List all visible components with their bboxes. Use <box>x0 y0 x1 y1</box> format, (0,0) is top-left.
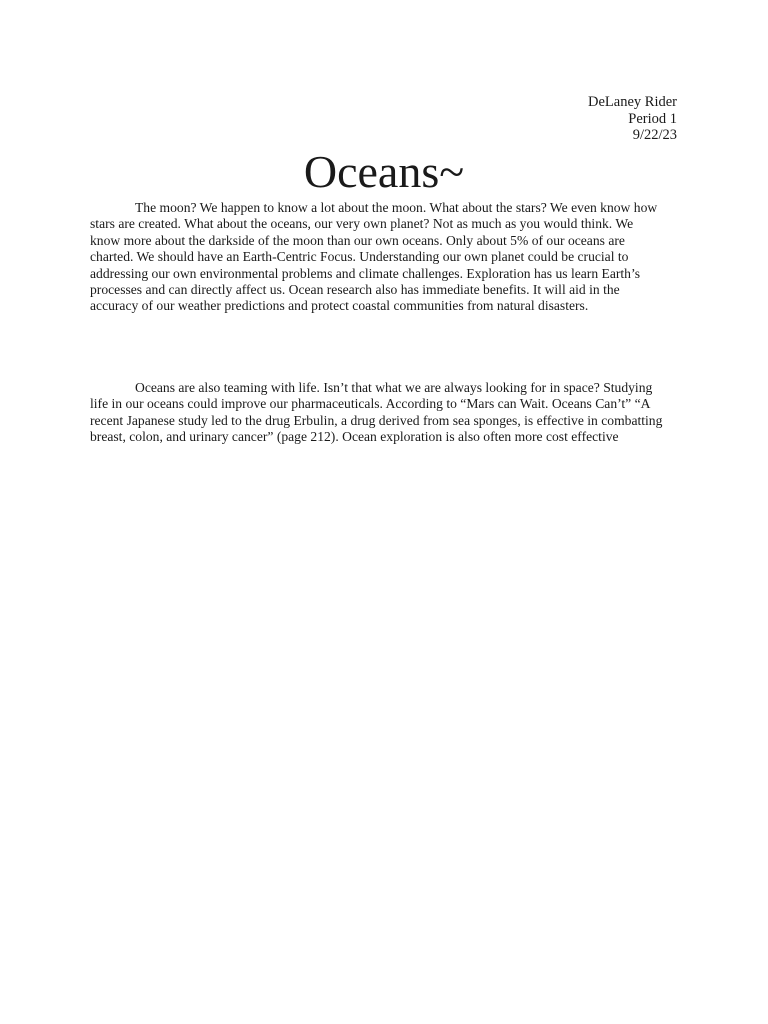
class-period: Period 1 <box>628 110 677 127</box>
paragraph-text: Oceans are also teaming with life. Isn’t that what we are always looking for in space? Studying <box>135 380 653 395</box>
paragraph-line: processes and can directly affect us. Ocean research also has immediate benefits. It will aid in the <box>90 282 620 298</box>
paragraph-line: recent Japanese study led to the drug Erbulin, a drug derived from sea sponges, is effective in combatting <box>90 412 663 428</box>
paragraph-line: charted. We should have an Earth-Centric Focus. Understanding our own planet could be crucial to <box>90 249 629 265</box>
document-title: Oceans~ <box>303 146 465 197</box>
paragraph-line: addressing our own environmental problems and climate challenges. Exploration has us learn Earth’s <box>90 265 641 281</box>
paragraph-line: breast, colon, and urinary cancer” (page 212). Ocean exploration is also often more cost effective <box>90 429 619 445</box>
paragraph-line: stars are created. What about the oceans, our very own planet? Not as much as you would think. We <box>90 216 634 232</box>
student-header <box>588 94 677 144</box>
paragraph-2 <box>90 380 678 446</box>
paragraph-1 <box>90 200 678 315</box>
paragraph-line <box>90 380 678 396</box>
paragraph-line <box>90 200 678 216</box>
paragraph-text: The moon? We happen to know a lot about the moon. What about the stars? We even know how <box>135 200 658 215</box>
student-name: DeLaney Rider <box>588 94 677 110</box>
document-date: 9/22/23 <box>632 127 677 143</box>
paragraph-line: know more about the darkside of the moon than our own oceans. Only about 5% of our oceans are <box>90 232 625 248</box>
paragraph-line: life in our oceans could improve our pharmaceuticals. According to “Mars can Wait. Oceans Can’t” “A <box>90 396 651 412</box>
paragraph-line: accuracy of our weather predictions and protect coastal communities from natural disasters. <box>90 298 589 314</box>
